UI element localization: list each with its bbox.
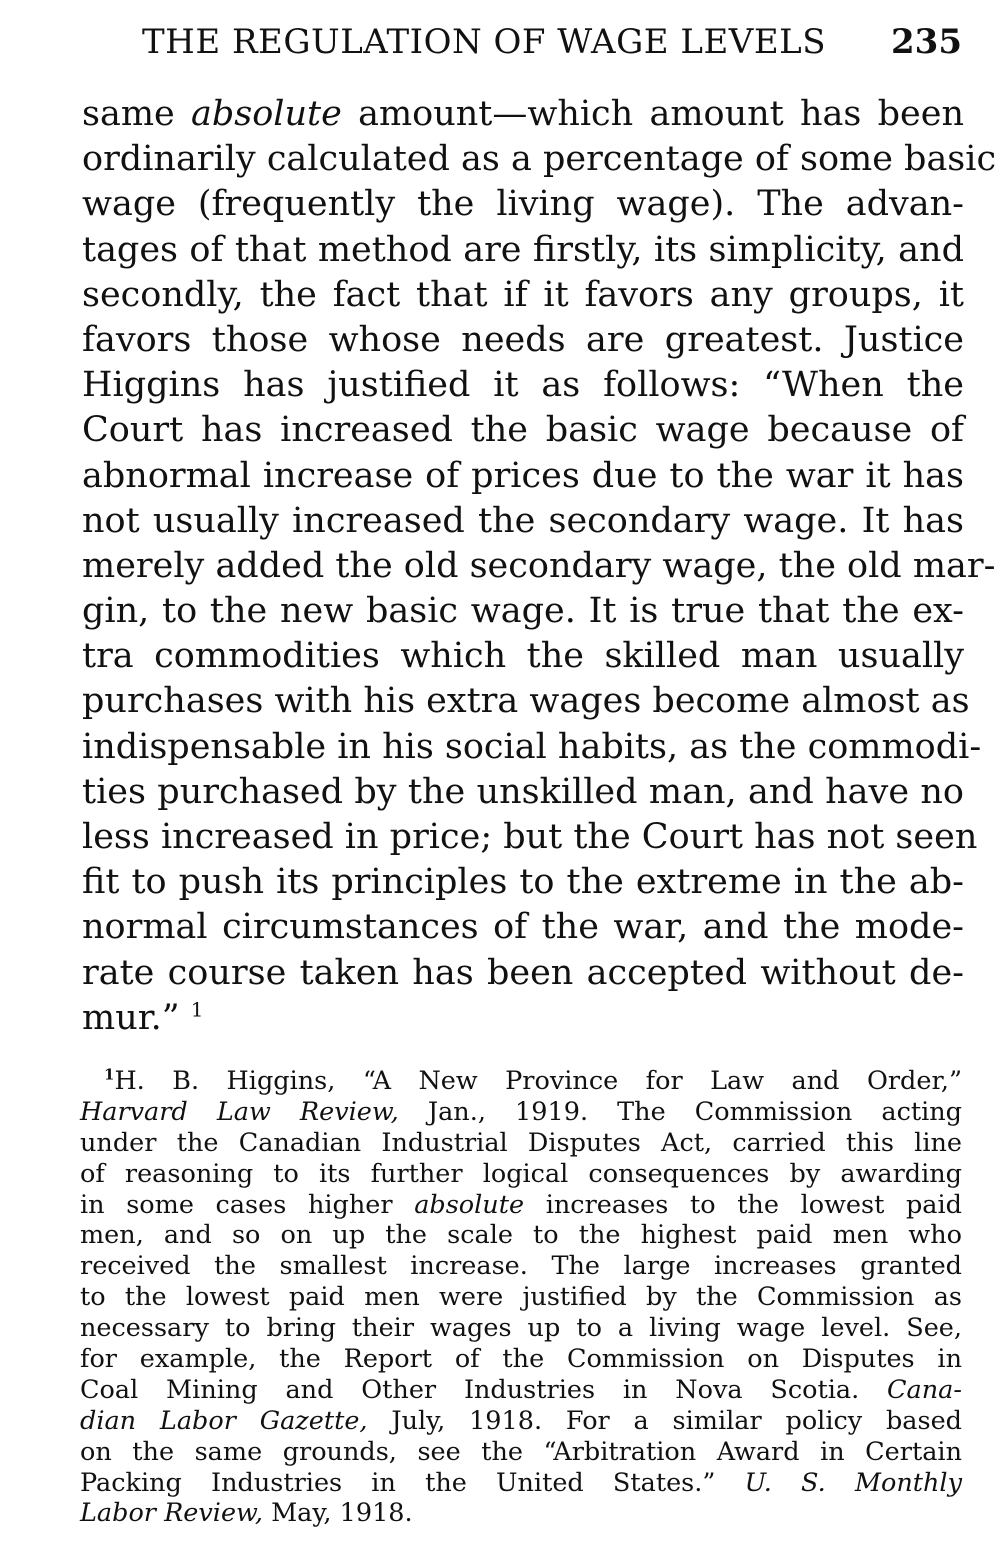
- body-line: indispensable in his social habits, as the commodi-: [82, 726, 982, 767]
- footnote: [80, 1066, 962, 1529]
- page-number: 235: [891, 22, 962, 62]
- footnote-line: of reasoning to its further logical consequences by awarding: [80, 1158, 962, 1189]
- body-line: favors those whose needs are greatest. Justice: [82, 319, 964, 360]
- citation-title: U. S. Monthly: [744, 1467, 962, 1498]
- footnote-line: for example, the Report of the Commission on Disputes in: [80, 1344, 962, 1375]
- footnote-line: Coal Mining and Other Industries in Nova Scotia. Cana-: [80, 1374, 962, 1405]
- body-line: tra commodities which the skilled man usually: [82, 636, 964, 677]
- body-line: abnormal increase of prices due to the war it has: [82, 455, 964, 496]
- body-line: gin, to the new basic wage. It is true that the ex-: [82, 591, 964, 632]
- body-line: less increased in price; but the Court has not seen: [82, 817, 978, 857]
- footnote-line: Packing Industries in the United States.” U. S. Monthly: [80, 1467, 962, 1498]
- body-line: same absolute amount—which amount has been: [82, 94, 964, 134]
- footnote-reference[interactable]: 1: [190, 997, 204, 1022]
- body-line: Higgins has justified it as follows: “When the: [82, 365, 964, 406]
- footnote-line: $^1$H. B. Higgins, “A New Province for Law and Order,”: [104, 1065, 962, 1096]
- footnote-line: Harvard Law Review, Jan., 1919. The Commission acting: [80, 1096, 962, 1127]
- body-line: mur.” $^1$: [82, 997, 204, 1038]
- emphasis-absolute: absolute: [191, 94, 342, 134]
- body-paragraph: [82, 92, 997, 1041]
- body-line: ties purchased by the unskilled man, and have no: [82, 771, 964, 812]
- body-line: rate course taken has been accepted without de-: [82, 952, 964, 993]
- page-header: [142, 22, 962, 74]
- citation-title: Labor Review,: [80, 1498, 263, 1529]
- body-line: merely added the old secondary wage, the old mar-: [82, 545, 996, 586]
- footnote-line: men, and so on up the scale to the highest paid men who: [80, 1220, 962, 1251]
- footnote-line: dian Labor Gazette, July, 1918. For a similar policy based: [80, 1405, 963, 1436]
- body-line: wage (frequently the living wage). The advan-: [82, 184, 964, 225]
- running-head: THE REGULATION OF WAGE LEVELS: [142, 22, 827, 62]
- footnote-line: received the smallest increase. The large increases granted: [80, 1251, 962, 1282]
- footnote-line: Labor Review, May, 1918.: [80, 1498, 413, 1529]
- footnote-line: on the same grounds, see the “Arbitration Award in Certain: [80, 1436, 962, 1467]
- citation-title: dian Labor Gazette,: [80, 1405, 368, 1436]
- body-line: secondly, the fact that if it favors any groups, it: [82, 274, 964, 315]
- citation-title: Harvard Law Review,: [80, 1096, 399, 1127]
- footnote-mark: 1: [104, 1065, 115, 1084]
- body-line: purchases with his extra wages become almost as: [82, 681, 970, 722]
- emphasis-absolute: absolute: [414, 1189, 525, 1220]
- citation-title: Cana-: [887, 1374, 962, 1405]
- footnote-line: under the Canadian Industrial Disputes Act, carried this line: [80, 1127, 962, 1158]
- footnote-line: to the lowest paid men were justified by the Commission as: [80, 1282, 962, 1313]
- body-line: not usually increased the secondary wage. It has: [82, 500, 964, 541]
- footnote-line: necessary to bring their wages up to a living wage level. See,: [80, 1313, 962, 1344]
- footnote-line: in some cases higher absolute increases to the lowest paid: [80, 1189, 962, 1220]
- body-line: tages of that method are firstly, its simplicity, and: [82, 229, 964, 270]
- body-line: Court has increased the basic wage because of: [82, 410, 964, 451]
- body-line: ordinarily calculated as a percentage of some basic: [82, 139, 997, 180]
- body-line: normal circumstances of the war, and the mode-: [82, 907, 964, 948]
- body-line: fit to push its principles to the extreme in the ab-: [82, 862, 964, 903]
